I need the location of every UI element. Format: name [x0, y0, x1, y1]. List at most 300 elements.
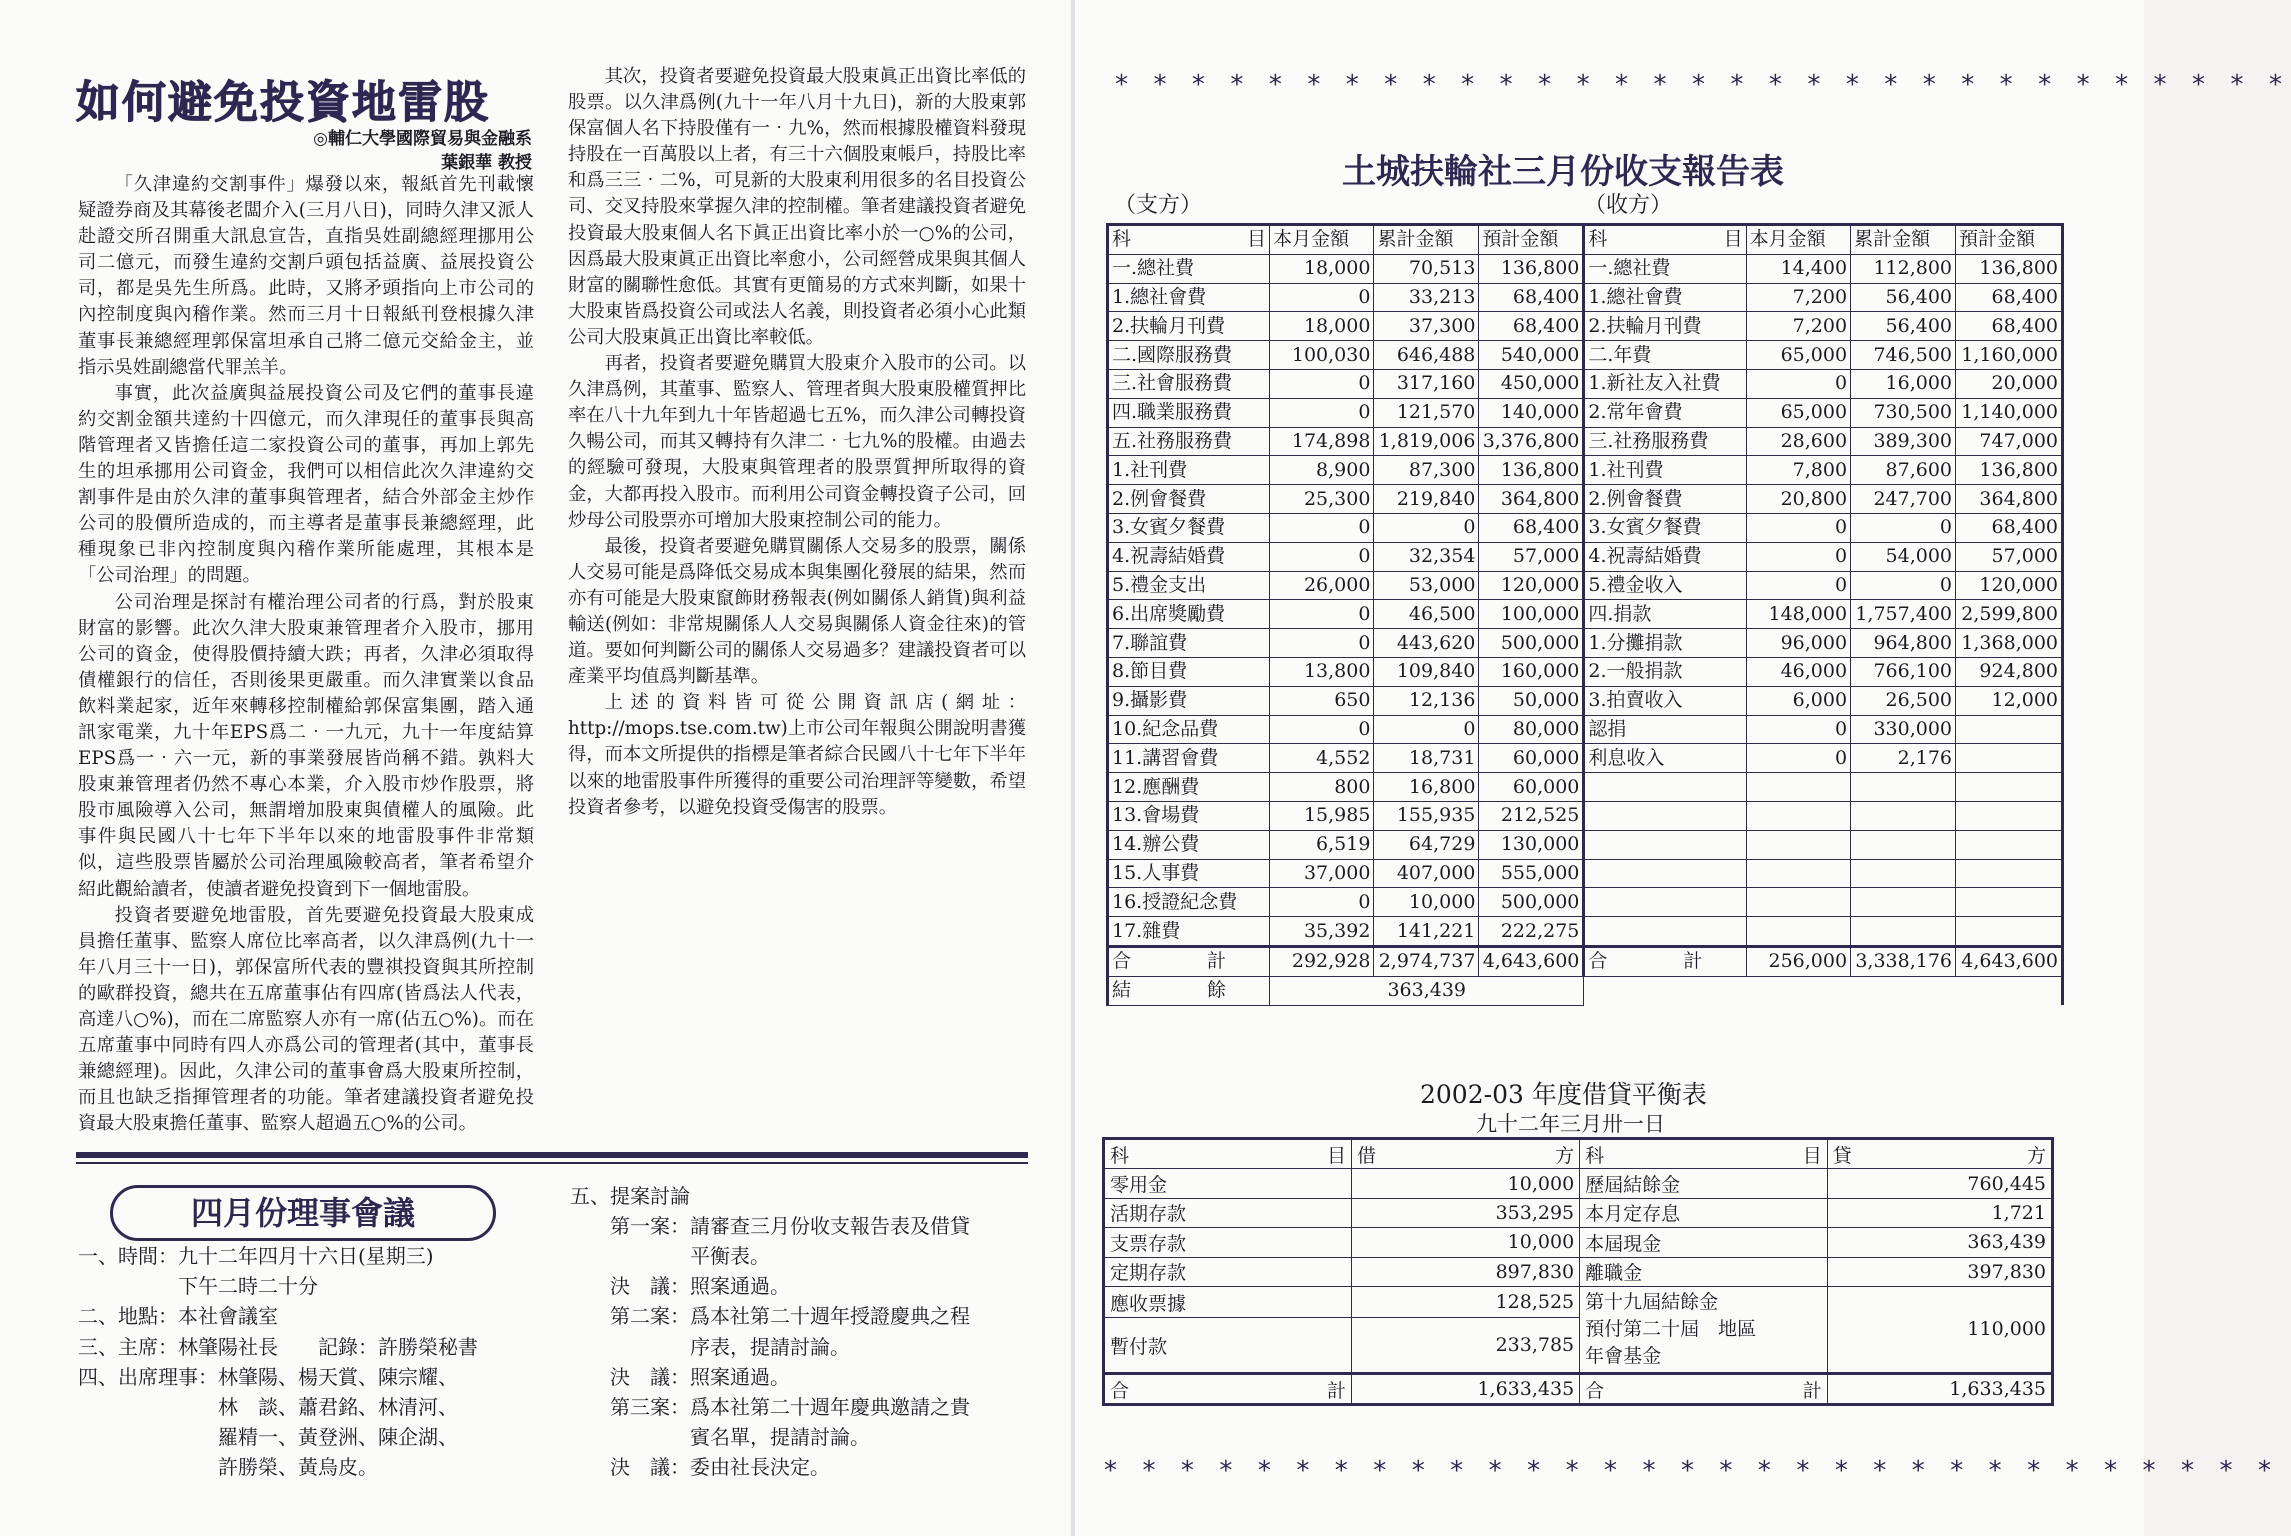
expense-amount-cell: 0	[1270, 888, 1374, 917]
income-amount-cell: 6,000	[1746, 686, 1850, 715]
income-amount-cell: 7,800	[1746, 456, 1850, 485]
table-row	[1108, 341, 2063, 370]
table-row	[1108, 686, 2063, 715]
income-amount-cell: 1,368,000	[1956, 629, 2063, 658]
expense-amount-cell: 136,800	[1479, 456, 1584, 485]
income-item-label: 2.扶輪月刊費	[1584, 312, 1746, 341]
income-amount-cell: 20,800	[1746, 485, 1850, 514]
expense-amount-cell: 407,000	[1374, 859, 1479, 888]
expense-label: （支方）	[1114, 193, 1203, 218]
expense-item-label: 五.社務服務費	[1108, 427, 1270, 456]
income-item-label: 利息收入	[1584, 744, 1746, 773]
income-amount-cell: 120,000	[1956, 571, 2063, 600]
bal-header-subject: 科 目	[1580, 1139, 1828, 1169]
expense-item-label: 1.社刊費	[1108, 456, 1270, 485]
income-item-label: 2.常年會費	[1584, 398, 1746, 427]
article-title: 如何避免投資地雷股	[76, 77, 490, 128]
expense-item-label: 2.扶輪月刊費	[1108, 312, 1270, 341]
income-amount-cell	[1746, 773, 1850, 802]
income-item-label: 1.新社友入社費	[1584, 369, 1746, 398]
meeting-line: 二、地點：本社會議室	[78, 1304, 278, 1328]
expense-item-label: 13.會場費	[1108, 801, 1270, 830]
expense-amount-cell: 141,221	[1374, 917, 1479, 947]
meeting-line: 第一案：請審查三月份收支報告表及借貸	[570, 1214, 970, 1238]
expense-amount-cell: 0	[1270, 398, 1374, 427]
table-row	[1104, 1286, 2053, 1317]
expense-amount-cell: 100,000	[1479, 600, 1584, 629]
income-amount-cell: 112,800	[1851, 254, 1956, 283]
bal-total-label: 合 計	[1104, 1373, 1352, 1404]
expense-amount-cell: 317,160	[1374, 369, 1479, 398]
expense-amount-cell: 222,275	[1479, 917, 1584, 947]
expense-amount-cell: 18,000	[1270, 312, 1374, 341]
expense-item-label: 7.聯誼費	[1108, 629, 1270, 658]
bal-right-label: 本屆現金	[1580, 1228, 1828, 1257]
expense-amount-cell: 555,000	[1479, 859, 1584, 888]
bal-total-label: 合 計	[1580, 1373, 1828, 1404]
expense-amount-cell: 0	[1270, 542, 1374, 571]
income-amount-cell: 0	[1746, 715, 1850, 744]
table-row	[1104, 1169, 2053, 1198]
expense-item-label: 4.祝壽結婚費	[1108, 542, 1270, 571]
income-amount-cell: 730,500	[1851, 398, 1956, 427]
income-amount-cell	[1746, 917, 1850, 947]
expense-amount-cell: 0	[1270, 283, 1374, 312]
star-border-bottom: * * * * * * * * * * * * * * * * * * * * * * * * * * * * * * *	[1104, 1456, 2280, 1486]
income-amount-cell: 68,400	[1956, 312, 2063, 341]
article-column-left	[78, 172, 534, 1135]
income-amount-cell	[1956, 917, 2063, 947]
expense-amount-cell: 37,300	[1374, 312, 1479, 341]
income-item-label: 2.一般捐款	[1584, 657, 1746, 686]
bal-left-value: 233,785	[1351, 1318, 1579, 1374]
income-amount-cell: 68,400	[1956, 513, 2063, 542]
table-row	[1104, 1257, 2053, 1286]
bal-right-label: 歷屆結餘金	[1580, 1169, 1828, 1198]
meeting-line: 決 議：照案通過。	[570, 1274, 790, 1298]
bal-right-value: 1,721	[1827, 1198, 2052, 1227]
income-amount-cell	[1956, 715, 2063, 744]
income-item-label: 1.社刊費	[1584, 456, 1746, 485]
income-item-label: 1.分攤捐款	[1584, 629, 1746, 658]
income-amount-cell: 26,500	[1851, 686, 1956, 715]
header-subject: 科 目	[1108, 225, 1270, 255]
income-amount-cell: 389,300	[1851, 427, 1956, 456]
expense-amount-cell: 68,400	[1479, 513, 1584, 542]
expense-amount-cell: 87,300	[1374, 456, 1479, 485]
surplus-value: 363,439	[1270, 976, 1584, 1005]
expense-item-label: 2.例會餐費	[1108, 485, 1270, 514]
income-amount-cell	[1851, 917, 1956, 947]
expense-item-label: 12.應酬費	[1108, 773, 1270, 802]
income-amount-cell: 65,000	[1746, 341, 1850, 370]
surplus-row	[1108, 976, 2063, 1005]
balance-sheet-date: 九十二年三月卅一日	[1476, 1112, 1665, 1136]
expense-item-label: 二.國際服務費	[1108, 341, 1270, 370]
expense-item-label: 6.出席獎勵費	[1108, 600, 1270, 629]
expense-item-label: 14.辦公費	[1108, 830, 1270, 859]
table-row	[1108, 859, 2063, 888]
expense-amount-cell: 0	[1270, 513, 1374, 542]
section-divider	[76, 1152, 1028, 1158]
table-row	[1108, 513, 2063, 542]
article-paragraph: 最後，投資者要避免購買關係人交易多的股票，關係人交易可能是爲降低交易成本與集團化發展的結果，然而亦有可能是大股東竄飾財務報表(例如關係人銷貨)與利益輸送(例如：非常規關係人人交易與關係人資金往來)的管道。要如何判斷公司的關係人交易過多？建議投資者可以產業平均值爲判斷基準。	[568, 535, 1026, 688]
bal-right-value: 110,000	[1827, 1286, 2052, 1373]
bal-header-credit: 貸 方	[1827, 1139, 2052, 1169]
expense-amount-cell: 0	[1270, 369, 1374, 398]
surplus-label: 結 餘	[1108, 976, 1270, 1005]
income-amount-cell	[1851, 773, 1956, 802]
expense-amount-cell: 8,900	[1270, 456, 1374, 485]
income-amount-cell	[1851, 801, 1956, 830]
meeting-line: 一、時間：九十二年四月十六日(星期三)	[78, 1244, 434, 1268]
bal-left-value: 10,000	[1351, 1169, 1579, 1198]
income-amount-cell: 14,400	[1746, 254, 1850, 283]
meeting-line: 賓名單，提請討論。	[570, 1425, 870, 1449]
income-amount-cell: 16,000	[1851, 369, 1956, 398]
section-divider-thin	[76, 1162, 1028, 1164]
bal-header-debit: 借 方	[1351, 1139, 1579, 1169]
table-row	[1108, 254, 2063, 283]
expense-amount-cell: 6,519	[1270, 830, 1374, 859]
table-row	[1108, 773, 2063, 802]
income-amount-cell	[1746, 859, 1850, 888]
income-amount-cell	[1956, 830, 2063, 859]
expense-amount-cell: 800	[1270, 773, 1374, 802]
expense-item-label: 1.總社會費	[1108, 283, 1270, 312]
income-expense-body	[1108, 225, 2063, 1006]
income-amount-cell: 1,140,000	[1956, 398, 2063, 427]
income-amount-cell: 46,000	[1746, 657, 1850, 686]
expense-amount-cell: 53,000	[1374, 571, 1479, 600]
meeting-line: 決 議：委由社長決定。	[570, 1455, 830, 1479]
expense-amount-cell: 1,819,006	[1374, 427, 1479, 456]
expense-amount-cell: 219,840	[1374, 485, 1479, 514]
total-label: 合 計	[1108, 946, 1270, 976]
expense-item-label: 一.總社費	[1108, 254, 1270, 283]
table-row	[1108, 369, 2063, 398]
expense-amount-cell: 100,030	[1270, 341, 1374, 370]
bal-left-value: 128,525	[1351, 1286, 1579, 1317]
table-row	[1104, 1228, 2053, 1257]
income-item-label: 5.禮金收入	[1584, 571, 1746, 600]
bal-right-value: 363,439	[1827, 1228, 2052, 1257]
expense-amount-cell: 500,000	[1479, 888, 1584, 917]
income-expense-table	[1106, 223, 2064, 1006]
income-amount-cell: 7,200	[1746, 283, 1850, 312]
bal-right-label-multiline: 第十九屆結餘金 預付第二十屆 地區 年會基金	[1580, 1286, 1828, 1373]
table-row	[1108, 917, 2063, 947]
bal-total-value: 1,633,435	[1351, 1373, 1579, 1404]
table-row	[1108, 629, 2063, 658]
meeting-title: 四月份理事會議	[110, 1185, 496, 1241]
article-paragraph: 事實，此次益廣與益展投資公司及它們的董事長違約交割金額共達約十四億元，而久津現任的董事長與高階管理者又皆擔任這二家投資公司的董事，再加上郭先生的坦承挪用公司資金，我們可以相信此次久津違約交割事件是由於久津的董事與管理者，結合外部金主炒作公司的股價所造成的，而主導者是董事長兼總經理，此種現象已非內控制度與內稽作業所能處理，其根本是「公司治理」的問題。	[78, 382, 534, 587]
income-amount-cell: 2,599,800	[1956, 600, 2063, 629]
table-header-row	[1108, 225, 2063, 255]
bal-left-label: 應收票據	[1104, 1286, 1352, 1317]
income-item-label: 二.年費	[1584, 341, 1746, 370]
total-amount-cell: 2,974,737	[1374, 946, 1479, 976]
header-cumulative: 累計金額	[1851, 225, 1956, 255]
table-row	[1108, 600, 2063, 629]
expense-item-label: 3.女賓夕餐費	[1108, 513, 1270, 542]
article-paragraph: 投資者要避免地雷股，首先要避免投資最大股東成員擔任董事、監察人席位比率高者，以久津爲例(九十一年八月三十一日)，郭保富所代表的豐祺投資與其所控制的歐群投資，總共在五席董事佔有四席(皆爲法人代表，高達八○%)，而在二席監察人亦有一席(佔五○%)。而在五席董事中同時有四人亦爲公司的管理者(其中，董事長兼總經理)。因此，久津公司的董事會爲大股東所控制，而且也缺乏指揮管理者的功能。筆者建議投資者避免投資最大股東擔任董事、監察人超過五○%的公司。	[78, 904, 534, 1135]
expense-amount-cell: 140,000	[1479, 398, 1584, 427]
income-item-label: 2.例會餐費	[1584, 485, 1746, 514]
income-amount-cell	[1851, 830, 1956, 859]
expense-amount-cell: 35,392	[1270, 917, 1374, 947]
expense-amount-cell: 443,620	[1374, 629, 1479, 658]
expense-amount-cell: 646,488	[1374, 341, 1479, 370]
income-amount-cell: 54,000	[1851, 542, 1956, 571]
header-subject: 科 目	[1584, 225, 1746, 255]
expense-amount-cell: 70,513	[1374, 254, 1479, 283]
expense-amount-cell: 0	[1270, 715, 1374, 744]
expense-item-label: 15.人事費	[1108, 859, 1270, 888]
table-row	[1108, 888, 2063, 917]
bal-header-subject: 科 目	[1104, 1139, 1352, 1169]
expense-amount-cell: 0	[1270, 629, 1374, 658]
income-amount-cell: 746,500	[1851, 341, 1956, 370]
expense-amount-cell: 68,400	[1479, 283, 1584, 312]
income-item-label: 認捐	[1584, 715, 1746, 744]
bal-right-value: 760,445	[1827, 1169, 2052, 1198]
meeting-line: 第三案：爲本社第二十週年慶典邀請之貴	[570, 1395, 970, 1419]
income-amount-cell: 766,100	[1851, 657, 1956, 686]
income-item-label	[1584, 773, 1746, 802]
income-label: （收方）	[1584, 193, 1673, 218]
income-amount-cell	[1851, 888, 1956, 917]
income-amount-cell: 0	[1746, 513, 1850, 542]
expense-item-label: 16.授證紀念費	[1108, 888, 1270, 917]
bal-left-label: 活期存款	[1104, 1198, 1352, 1227]
expense-item-label: 11.講習會費	[1108, 744, 1270, 773]
income-item-label	[1584, 859, 1746, 888]
meeting-line: 五、提案討論	[570, 1184, 690, 1208]
expense-amount-cell: 13,800	[1270, 657, 1374, 686]
balance-sheet-table	[1102, 1137, 2054, 1406]
bal-left-label: 暫付款	[1104, 1318, 1352, 1374]
income-amount-cell	[1746, 888, 1850, 917]
expense-amount-cell: 174,898	[1270, 427, 1374, 456]
meeting-line: 許勝榮、黃烏皮。	[78, 1455, 378, 1479]
expense-amount-cell: 364,800	[1479, 485, 1584, 514]
expense-amount-cell: 12,136	[1374, 686, 1479, 715]
income-item-label	[1584, 888, 1746, 917]
bal-left-value: 897,830	[1351, 1257, 1579, 1286]
expense-amount-cell: 4,552	[1270, 744, 1374, 773]
expense-amount-cell: 37,000	[1270, 859, 1374, 888]
bal-left-label: 支票存款	[1104, 1228, 1352, 1257]
expense-amount-cell: 46,500	[1374, 600, 1479, 629]
expense-amount-cell: 68,400	[1479, 312, 1584, 341]
table-row	[1108, 657, 2063, 686]
total-amount-cell: 292,928	[1270, 946, 1374, 976]
table-row	[1108, 571, 2063, 600]
meeting-line: 下午二時二十分	[78, 1274, 318, 1298]
income-amount-cell: 1,757,400	[1851, 600, 1956, 629]
expense-amount-cell: 15,985	[1270, 801, 1374, 830]
meeting-line: 四、出席理事：林肇陽、楊天賞、陳宗耀、	[78, 1365, 458, 1389]
expense-amount-cell: 16,800	[1374, 773, 1479, 802]
bal-left-label: 定期存款	[1104, 1257, 1352, 1286]
income-amount-cell	[1746, 830, 1850, 859]
income-amount-cell	[1851, 859, 1956, 888]
expense-amount-cell: 57,000	[1479, 542, 1584, 571]
expense-amount-cell: 650	[1270, 686, 1374, 715]
expense-amount-cell: 26,000	[1270, 571, 1374, 600]
total-row	[1108, 946, 2063, 976]
income-item-label	[1584, 830, 1746, 859]
income-item-label: 3.女賓夕餐費	[1584, 513, 1746, 542]
income-amount-cell: 12,000	[1956, 686, 2063, 715]
income-amount-cell: 924,800	[1956, 657, 2063, 686]
expense-amount-cell: 3,376,800	[1479, 427, 1584, 456]
bal-left-label: 零用金	[1104, 1169, 1352, 1198]
meeting-line: 林 談、蕭君銘、林清河、	[78, 1395, 458, 1419]
income-amount-cell: 0	[1851, 513, 1956, 542]
expense-amount-cell: 10,000	[1374, 888, 1479, 917]
expense-amount-cell: 60,000	[1479, 744, 1584, 773]
bal-right-label: 離職金	[1580, 1257, 1828, 1286]
income-amount-cell: 57,000	[1956, 542, 2063, 571]
article-paragraph: 再者，投資者要避免購買大股東介入股市的公司。以久津爲例，其董事、監察人、管理者與大股東股權質押比率在八十九年到九十年皆超過七五%，而久津公司轉投資久暢公司，而其又轉持有久津二‧七九%的股權。由過去的經驗可發現，大股東與管理者的股票質押所取得的資金，大都再投入股市。而利用公司資金轉投資子公司，回炒母公司股票亦可增加大股東控制公司的能力。	[568, 353, 1026, 531]
income-amount-cell: 148,000	[1746, 600, 1850, 629]
income-amount-cell: 87,600	[1851, 456, 1956, 485]
income-amount-cell: 0	[1851, 571, 1956, 600]
total-amount-cell: 256,000	[1746, 946, 1850, 976]
expense-amount-cell: 121,570	[1374, 398, 1479, 427]
expense-amount-cell: 33,213	[1374, 283, 1479, 312]
article-paragraph: 公司治理是探討有權治理公司者的行爲，對於股東財富的影響。此次久津大股東兼管理者介入股市，挪用公司的資金，使得股價持續大跌；再者，久津必須取得債權銀行的信任，否則後果更嚴重。而久津實業以食品飲料業起家，近年來轉移控制權給郭保富集團，踏入通訊家電業，九十年EPS爲二‧一九元，九十一年度結算EPS爲一‧六一元，新的事業發展皆尚稱不錯。孰料大股東兼管理者仍然不專心本業，介入股市炒作股票，將股市風險導入公司，無謂增加股東與債權人的風險。此事件與民國八十七年下半年以來的地雷股事件非常類似，這些股票皆屬於公司治理風險較高者，筆者希望介紹此觀給讀者，使讀者避免投資到下一個地雷股。	[78, 591, 534, 900]
table-row	[1108, 456, 2063, 485]
income-amount-cell: 0	[1746, 571, 1850, 600]
meeting-line: 羅精一、黃登洲、陳企湖、	[78, 1425, 458, 1449]
table-row	[1108, 427, 2063, 456]
expense-item-label: 四.職業服務費	[1108, 398, 1270, 427]
expense-item-label: 5.禮金支出	[1108, 571, 1270, 600]
total-amount-cell: 4,643,600	[1956, 946, 2063, 976]
balance-total-row	[1104, 1373, 2053, 1404]
income-amount-cell: 0	[1746, 542, 1850, 571]
meeting-line: 第二案：爲本社第二十週年授證慶典之程	[570, 1304, 970, 1328]
article-paragraph: 其次，投資者要避免投資最大股東眞正出資比率低的股票。以久津爲例(九十一年八月十九日)，新的大股東郭保富個人名下持股僅有一‧九%，然而根據股權資料發現持股在一百萬股以上者，有三十六個股東帳戶，持股比率和爲三三‧二%，可見新的大股東利用很多的名目投資公司、交叉持股來掌握久津的控制權。筆者建議投資者避免投資最大股東個人名下眞正出資比率小於一○%的公司，因爲最大股東眞正出資比率愈小，公司經營成果與其個人財富的關聯性愈低。其實有更簡易的方式來判斷，如果十大股東皆爲投資公司或法人名義，則投資者必須小心此類公司大股東眞正出資比率較低。	[568, 66, 1026, 348]
expense-amount-cell: 155,935	[1374, 801, 1479, 830]
income-amount-cell: 20,000	[1956, 369, 2063, 398]
income-item-label: 三.社務服務費	[1584, 427, 1746, 456]
expense-item-label: 17.雜費	[1108, 917, 1270, 947]
table-row	[1108, 744, 2063, 773]
income-amount-cell	[1956, 888, 2063, 917]
total-amount-cell: 3,338,176	[1851, 946, 1956, 976]
meeting-line: 三、主席：林肇陽社長 記錄：許勝榮秘書	[78, 1335, 478, 1359]
star-border-top: * * * * * * * * * * * * * * * * * * * * * * * * * * * * * * *	[1115, 70, 2291, 100]
expense-amount-cell: 0	[1270, 600, 1374, 629]
article-byline-affiliation: ◎輔仁大學國際貿易與金融系	[313, 129, 532, 149]
income-amount-cell: 964,800	[1851, 629, 1956, 658]
income-item-label: 3.拍賣收入	[1584, 686, 1746, 715]
expense-item-label: 9.攝影費	[1108, 686, 1270, 715]
income-item-label: 4.祝壽結婚費	[1584, 542, 1746, 571]
income-amount-cell: 56,400	[1851, 283, 1956, 312]
income-amount-cell: 330,000	[1851, 715, 1956, 744]
income-amount-cell: 68,400	[1956, 283, 2063, 312]
income-amount-cell: 2,176	[1851, 744, 1956, 773]
meeting-line: 決 議：照案通過。	[570, 1365, 790, 1389]
bal-left-value: 353,295	[1351, 1198, 1579, 1227]
report-title: 土城扶輪社三月份收支報告表	[1342, 152, 1784, 192]
income-amount-cell: 747,000	[1956, 427, 2063, 456]
table-row	[1108, 398, 2063, 427]
income-item-label	[1584, 917, 1746, 947]
expense-item-label: 10.紀念品費	[1108, 715, 1270, 744]
expense-amount-cell: 0	[1374, 715, 1479, 744]
income-amount-cell: 136,800	[1956, 456, 2063, 485]
income-amount-cell: 1,160,000	[1956, 341, 2063, 370]
table-row	[1108, 801, 2063, 830]
income-item-label: 一.總社費	[1584, 254, 1746, 283]
article-paragraph: 「久津違約交割事件」爆發以來，報紙首先刊載懷疑證券商及其幕後老闆介入(三月八日)，同時久津又派人赴證交所召開重大訊息宣告，直指吳姓副總經理挪用公司二億元，而發生違約交割戶頭包括益廣、益展投資公司，都是吳先生所爲。此時，又將矛頭指向上市公司的內控制度與內稽作業。然而三月十日報紙刊登根據久津董事長兼總經理郭保富坦承自己將二億元交給金主，並指示吳姓副總當代罪羔羊。	[78, 174, 534, 378]
bal-total-value: 1,633,435	[1827, 1373, 2052, 1404]
expense-amount-cell: 32,354	[1374, 542, 1479, 571]
table-row	[1108, 715, 2063, 744]
expense-amount-cell: 500,000	[1479, 629, 1584, 658]
expense-item-label: 8.節目費	[1108, 657, 1270, 686]
header-budget: 預計金額	[1479, 225, 1584, 255]
total-label: 合 計	[1584, 946, 1746, 976]
table-row	[1108, 312, 2063, 341]
header-month: 本月金額	[1270, 225, 1374, 255]
expense-amount-cell: 450,000	[1479, 369, 1584, 398]
expense-amount-cell: 160,000	[1479, 657, 1584, 686]
expense-amount-cell: 18,731	[1374, 744, 1479, 773]
bal-right-label: 本月定存息	[1580, 1198, 1828, 1227]
meeting-line: 平衡表。	[570, 1244, 770, 1268]
expense-amount-cell: 80,000	[1479, 715, 1584, 744]
balance-header-row	[1104, 1139, 2053, 1169]
page-fold	[1071, 0, 1075, 1536]
article-byline-author: 葉銀華 教授	[441, 153, 532, 173]
expense-item-label: 三.社會服務費	[1108, 369, 1270, 398]
income-item-label: 四.捐款	[1584, 600, 1746, 629]
table-row	[1108, 542, 2063, 571]
table-row	[1108, 830, 2063, 859]
income-amount-cell: 56,400	[1851, 312, 1956, 341]
income-amount-cell: 0	[1746, 369, 1850, 398]
meeting-line: 序表，提請討論。	[570, 1335, 850, 1359]
income-amount-cell: 364,800	[1956, 485, 2063, 514]
expense-amount-cell: 540,000	[1479, 341, 1584, 370]
table-row	[1104, 1198, 2053, 1227]
income-amount-cell	[1956, 859, 2063, 888]
total-amount-cell: 4,643,600	[1479, 946, 1584, 976]
expense-amount-cell: 136,800	[1479, 254, 1584, 283]
expense-amount-cell: 120,000	[1479, 571, 1584, 600]
expense-amount-cell: 18,000	[1270, 254, 1374, 283]
income-amount-cell: 96,000	[1746, 629, 1850, 658]
income-amount-cell	[1956, 773, 2063, 802]
income-item-label: 1.總社會費	[1584, 283, 1746, 312]
header-cumulative: 累計金額	[1374, 225, 1479, 255]
expense-amount-cell: 109,840	[1374, 657, 1479, 686]
income-amount-cell	[1956, 744, 2063, 773]
expense-amount-cell: 25,300	[1270, 485, 1374, 514]
income-amount-cell	[1956, 801, 2063, 830]
expense-amount-cell: 60,000	[1479, 773, 1584, 802]
table-row	[1108, 485, 2063, 514]
bal-right-value: 397,830	[1827, 1257, 2052, 1286]
income-amount-cell: 247,700	[1851, 485, 1956, 514]
